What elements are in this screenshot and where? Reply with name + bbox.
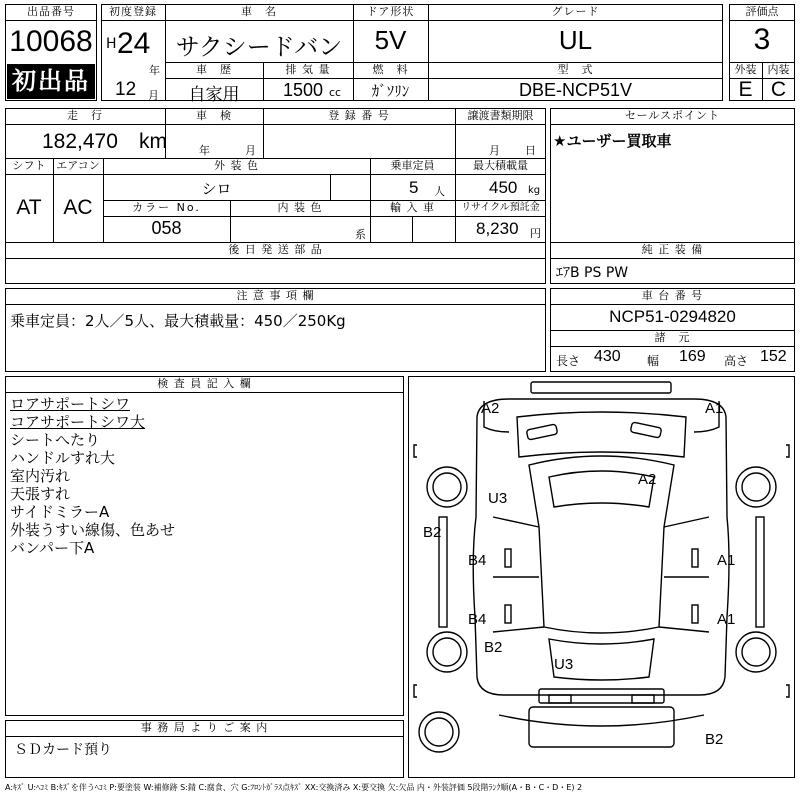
width-label: 幅: [647, 354, 660, 368]
reg-year: 24: [117, 27, 151, 60]
inspector-item: 天張すれ: [10, 485, 71, 503]
damage-mark: A2: [638, 471, 657, 488]
int-color-unit: 系: [355, 228, 366, 241]
later-parts-label: 後 日 発 送 部 品: [228, 243, 323, 256]
mileage-label: 走 行: [67, 109, 103, 122]
damage-mark: A1: [717, 611, 736, 628]
year-unit: 年: [149, 64, 160, 77]
equipment-label: 純 正 装 備: [641, 243, 704, 256]
inspector-item: ロアサポートシワ: [10, 395, 131, 413]
inspector-item: 外装うすい線傷、色あせ: [10, 521, 176, 539]
car-outline-icon: [409, 377, 794, 777]
first-reg-label: 初度登録: [109, 5, 157, 18]
car-name-label: 車 名: [241, 5, 277, 18]
damage-mark: A2: [481, 400, 500, 417]
office-text: ＳＤカード預り: [14, 742, 112, 758]
fuel: ｶﾞｿﾘﾝ: [371, 82, 410, 100]
ac-label: エアコン: [56, 159, 100, 172]
month-unit: 月: [148, 89, 159, 102]
damage-mark: U3: [554, 656, 574, 673]
length: 430: [594, 348, 621, 365]
width: 169: [679, 348, 706, 365]
height: 152: [760, 348, 787, 365]
era: H: [106, 36, 117, 52]
inspector-item: サイドミラーA: [10, 503, 110, 521]
inspection-month-unit: 月: [245, 144, 256, 157]
inspector-item: バンパー下A: [10, 539, 95, 557]
capacity-label: 乗車定員: [390, 159, 435, 172]
inspection-year-unit: 年: [199, 144, 210, 157]
office-label: 事 務 局 よ り ご 案 内: [140, 721, 269, 734]
damage-diagram: [408, 376, 795, 778]
damage-mark: A1: [705, 400, 724, 417]
notes-text: 乗車定員：2人／5人、最大積載量：450／250Kg: [10, 312, 346, 330]
first-listing-badge: 初出品: [7, 64, 95, 99]
chassis-number: NCP51-0294820: [609, 307, 736, 326]
interior-grade: C: [770, 78, 787, 101]
exterior-label: 外装: [734, 63, 757, 76]
mileage: 182,470: [42, 130, 118, 153]
inspector-item: シートへたり: [10, 431, 101, 449]
inspector-item: 室内汚れ: [10, 467, 71, 485]
model-label: 型 式: [557, 63, 594, 76]
mileage-unit: km: [139, 130, 167, 153]
recycle-fee: 8,230: [476, 219, 519, 238]
grade: UL: [558, 25, 593, 55]
damage-mark: B4: [468, 552, 487, 569]
grade-label: グレード: [551, 5, 600, 18]
history: 自家用: [188, 85, 240, 105]
max-load: 450: [489, 178, 518, 197]
displacement-unit: cc: [329, 86, 342, 99]
max-load-label: 最大積載量: [473, 159, 528, 172]
color-label: 外 装 色: [214, 159, 259, 172]
legend: A:ｷｽﾞ U:ﾍｺﾐ B:ｷｽﾞを伴うﾍｺﾐ P:要塗装 W:補修跡 S:錆 C:腐食、穴 G:ﾌﾛﾝﾄｶﾞﾗｽ点ｷｽﾞ XX:交換済み X:要交換 欠:欠品 内・外装評価 5段階ﾗﾝｸ順(A・B・C・D・E) 2: [5, 783, 583, 792]
interior-label: 内装: [767, 63, 790, 76]
model-code: DBE-NCP51V: [518, 80, 633, 100]
sales-point-label: セールスポイント: [624, 109, 720, 122]
chassis-label: 車 台 番 号: [641, 289, 704, 302]
inspection-label: 車 検: [196, 109, 232, 122]
int-color-label: 内 装 色: [277, 201, 323, 214]
equipment: ｴｱB PS PW: [556, 265, 629, 281]
reg-month: 12: [115, 79, 137, 100]
exterior-color: シロ: [201, 180, 232, 198]
specs-label: 諸 元: [654, 331, 691, 344]
history-label: 車 歴: [196, 63, 232, 76]
length-label: 長さ: [556, 354, 581, 368]
color-no: 058: [151, 218, 182, 238]
inspector-item: ハンドルすれ大: [10, 449, 116, 467]
transfer-day-unit: 日: [525, 144, 536, 157]
inspector-notes: [10, 395, 175, 557]
capacity: 5: [409, 178, 419, 197]
inspector-label: 検 査 員 記 入 欄: [157, 377, 252, 390]
height-label: 高さ: [724, 354, 749, 368]
shift: AT: [16, 196, 42, 219]
transfer-month-unit: 月: [489, 144, 500, 157]
damage-mark: U3: [488, 490, 508, 507]
transfer-docs-label: 譲渡書類期限: [467, 109, 534, 122]
color-no-label: カラー No.: [132, 201, 201, 214]
fuel-label: 燃 料: [372, 63, 409, 76]
score-label: 評価点: [745, 5, 779, 18]
door-type: 5V: [374, 25, 407, 55]
damage-mark: B2: [705, 731, 724, 748]
exterior-grade: E: [738, 78, 753, 101]
damage-mark: A1: [717, 552, 736, 569]
import-label: 輸 入 車: [390, 201, 435, 214]
score: 3: [753, 23, 771, 56]
damage-mark: B4: [468, 611, 487, 628]
recycle-unit: 円: [530, 227, 541, 240]
recycle-label: リサイクル預託金: [461, 202, 540, 213]
notes-label: 注 意 事 項 欄: [236, 289, 315, 302]
damage-mark: B2: [423, 524, 442, 541]
door-label: ドア形状: [366, 5, 415, 18]
reg-no-label: 登 録 番 号: [328, 109, 390, 122]
lot-no: 10068: [9, 25, 93, 58]
air-conditioner: AC: [63, 196, 93, 219]
lot-no-label: 出品番号: [27, 5, 75, 18]
shift-label: シフト: [12, 159, 46, 172]
damage-mark: B2: [484, 639, 503, 656]
sales-point: ★ユーザー買取車: [553, 132, 672, 150]
displacement: 1500: [283, 80, 324, 100]
capacity-unit: 人: [434, 185, 445, 198]
max-load-unit: kg: [528, 185, 541, 196]
car-name: サクシードバン: [175, 33, 343, 61]
displacement-label: 排 気 量: [285, 63, 331, 76]
inspector-item: コアサポートシワ大: [10, 413, 146, 431]
